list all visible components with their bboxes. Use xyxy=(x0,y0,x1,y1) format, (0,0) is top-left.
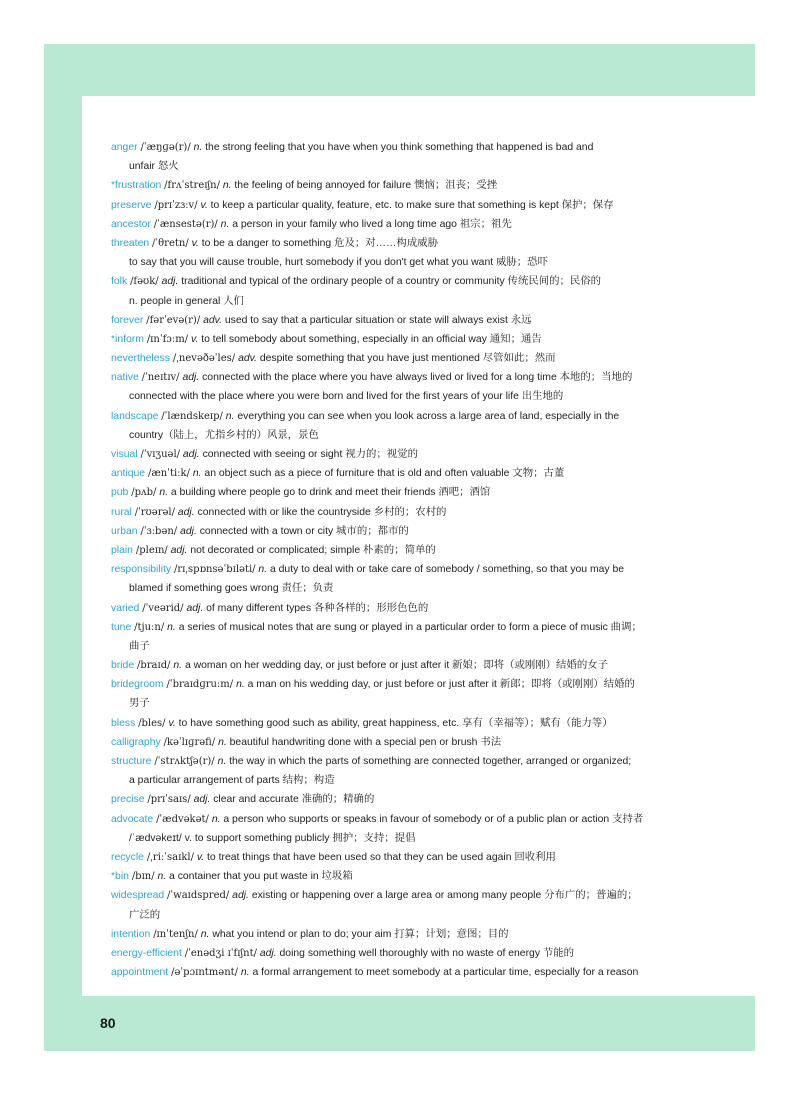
glossary-entry xyxy=(111,733,679,752)
pronunciation: /ˈrʊərəl/ xyxy=(134,506,175,518)
definition: the strong feeling that you have when you think something that happened is bad and xyxy=(205,142,594,153)
definition: existing or happening over a large area or among many people 分布广的；普遍的； xyxy=(251,890,638,902)
glossary-entry xyxy=(111,886,679,924)
glossary-entry xyxy=(111,464,679,483)
pronunciation: /ɪnˈfɔːm/ xyxy=(146,333,189,345)
part-of-speech: n. xyxy=(240,967,250,979)
headword: recycle xyxy=(111,851,144,863)
part-of-speech: v. xyxy=(196,851,205,863)
headword: rural xyxy=(111,506,132,518)
pronunciation: /braɪd/ xyxy=(137,660,171,672)
definition: a duty to deal with or take care of somebody / something, so that you may be xyxy=(269,564,625,576)
part-of-speech: n. xyxy=(159,487,168,499)
pronunciation: /ˈænsestə(r)/ xyxy=(153,218,218,230)
part-of-speech: v. xyxy=(168,717,176,729)
part-of-speech: n. xyxy=(173,660,183,672)
part-of-speech: v. xyxy=(191,237,199,249)
entry-line xyxy=(111,349,679,368)
entry-line xyxy=(111,599,679,618)
part-of-speech: n. xyxy=(258,564,268,576)
entry-line xyxy=(111,311,679,330)
glossary-entry xyxy=(111,656,679,675)
pronunciation: /ˈlændskeɪp/ xyxy=(161,410,223,422)
glossary-entry xyxy=(111,234,679,272)
pronunciation: /prɪˈzɜːv/ xyxy=(154,199,198,211)
definition: of many different types 各种各样的；形形色色的 xyxy=(206,602,429,614)
definition: connected with the place where you have always lived or lived for a long time 本地的；当地的 xyxy=(202,372,633,384)
glossary-entry xyxy=(111,714,679,733)
pronunciation: /pʌb/ xyxy=(131,487,157,499)
glossary-entry xyxy=(111,790,679,809)
entry-line xyxy=(111,272,679,291)
pronunciation: /ˈvɪʒuəl/ xyxy=(140,449,181,460)
part-of-speech: n. xyxy=(225,410,235,422)
definition: a woman on her wedding day, or just before or just after it 新娘；即将（或刚刚）结婚的女子 xyxy=(184,660,609,672)
definition: the way in which the parts of something are connected together, arranged or organized; xyxy=(229,756,632,767)
definition: to keep a particular quality, feature, etc. to make sure that something is kept 保护；保存 xyxy=(210,199,614,211)
glossary-entry xyxy=(111,330,679,349)
glossary-list xyxy=(111,138,679,982)
entry-line xyxy=(111,810,679,829)
entry-line xyxy=(111,867,679,886)
pronunciation: /ˌriːˈsaɪkl/ xyxy=(146,851,194,863)
part-of-speech: adj. xyxy=(259,947,277,959)
part-of-speech: n. xyxy=(218,736,227,748)
definition: connected with or like the countryside 乡村的；农村的 xyxy=(197,506,447,518)
part-of-speech: adj. xyxy=(186,602,204,614)
pronunciation: /kəˈlɪɡrəfi/ xyxy=(163,736,216,748)
definition: not decorated or complicated; simple 朴素的；简单的 xyxy=(190,544,436,556)
pronunciation: /ˈæŋɡə(r)/ xyxy=(140,142,191,153)
part-of-speech: adj. xyxy=(193,794,211,806)
part-of-speech: n. xyxy=(157,871,167,883)
pronunciation: /ænˈtiːk/ xyxy=(147,468,190,480)
pronunciation: /ˈenədʒi ɪˈfɪʃnt/ xyxy=(184,947,257,959)
entry-line xyxy=(111,886,679,905)
left-decor-band xyxy=(44,44,82,1051)
entry-line xyxy=(111,675,679,694)
headword: varied xyxy=(111,602,140,614)
part-of-speech: n. xyxy=(217,756,227,767)
definition: a series of musical notes that are sung or played in a particular order to form a piece of music 曲调； xyxy=(178,621,642,633)
headword: forever xyxy=(111,314,144,326)
definition: a building where people go to drink and meet their friends 酒吧；酒馆 xyxy=(170,487,491,499)
glossary-entry xyxy=(111,560,679,598)
pronunciation: /ˌnevəðəˈles/ xyxy=(172,353,236,365)
glossary-entry xyxy=(111,176,679,195)
pronunciation: /pleɪn/ xyxy=(135,544,168,556)
glossary-entry xyxy=(111,963,679,982)
part-of-speech: adj. xyxy=(161,276,179,288)
part-of-speech: adj. xyxy=(180,525,197,537)
headword: visual xyxy=(111,449,138,460)
top-decor-band xyxy=(44,44,755,96)
pronunciation: /tjuːn/ xyxy=(134,621,165,633)
pronunciation: /əˈpɔɪntmənt/ xyxy=(171,967,239,979)
pronunciation: /ˈbraɪdɡruːm/ xyxy=(166,679,234,691)
headword: folk xyxy=(111,276,128,288)
entry-line xyxy=(111,368,679,387)
entry-line xyxy=(111,407,679,426)
headword: ancestor xyxy=(111,218,151,230)
definition: doing something well thoroughly with no waste of energy 节能的 xyxy=(279,947,575,959)
headword: preserve xyxy=(111,199,152,211)
pronunciation: /bɪn/ xyxy=(131,871,155,883)
definition: clear and accurate 准确的；精确的 xyxy=(213,794,375,806)
part-of-speech: adj. xyxy=(232,890,249,902)
part-of-speech: n. xyxy=(193,142,203,153)
glossary-entry xyxy=(111,848,679,867)
pronunciation: /bles/ xyxy=(138,717,166,729)
pronunciation: /fəʊk/ xyxy=(130,276,159,288)
headword: landscape xyxy=(111,410,159,422)
definition: connected with seeing or sight 视力的；视觉的 xyxy=(202,449,418,460)
headword: calligraphy xyxy=(111,736,161,748)
definition-continuation: a particular arrangement of parts 结构；构造 xyxy=(129,775,335,787)
definition: a formal arrangement to meet somebody at a particular time, especially for a reason xyxy=(252,967,639,979)
glossary-entry xyxy=(111,196,679,215)
definition: despite something that you have just mentioned 尽管如此；然而 xyxy=(259,353,556,365)
part-of-speech: n. xyxy=(200,928,210,940)
entry-line xyxy=(111,848,679,867)
glossary-entry xyxy=(111,215,679,234)
definition-continuation: 广泛的 xyxy=(129,909,161,921)
definition-continuation: unfair 怒火 xyxy=(129,161,179,173)
pronunciation: /rɪˌspɒnsəˈbɪləti/ xyxy=(173,564,256,576)
definition-continuation: 男子 xyxy=(129,698,150,710)
definition-continuation: to say that you will cause trouble, hurt somebody if you don't get what you want 威胁；恐吓 xyxy=(129,257,548,269)
entry-line xyxy=(111,925,679,944)
glossary-entry xyxy=(111,867,679,886)
entry-line xyxy=(111,541,679,560)
headword: threaten xyxy=(111,237,150,249)
part-of-speech: adj. xyxy=(182,372,200,384)
headword: responsibility xyxy=(111,564,172,576)
part-of-speech: adv. xyxy=(203,314,222,326)
entry-line xyxy=(111,733,679,752)
entry-line xyxy=(111,176,679,195)
entry-line xyxy=(111,445,679,464)
definition: traditional and typical of the ordinary people of a country or community 传统民间的；民俗的 xyxy=(181,276,602,288)
pronunciation: /fərˈevə(r)/ xyxy=(146,314,201,326)
definition-continuation: blamed if something goes wrong 责任；负责 xyxy=(129,583,334,595)
pronunciation: /ˈɜːbən/ xyxy=(140,525,178,537)
headword: energy-efficient xyxy=(111,947,182,959)
glossary-entry xyxy=(111,368,679,406)
bottom-decor-band xyxy=(44,996,755,1051)
pronunciation: /ˈwaɪdspred/ xyxy=(167,890,230,902)
definition: connected with a town or city 城市的；都市的 xyxy=(199,525,409,537)
headword: *bin xyxy=(111,871,129,883)
headword: bride xyxy=(111,660,135,672)
headword: urban xyxy=(111,525,138,537)
glossary-entry xyxy=(111,618,679,656)
glossary-entry xyxy=(111,925,679,944)
definition: to be a danger to something 危及；对……构成威胁 xyxy=(201,237,438,249)
entry-line xyxy=(111,330,679,349)
pronunciation: /ˈveərid/ xyxy=(142,602,184,614)
entry-line xyxy=(111,464,679,483)
glossary-entry xyxy=(111,445,679,464)
pronunciation: /ˈædvəkət/ xyxy=(156,813,209,825)
glossary-entry xyxy=(111,311,679,330)
part-of-speech: n. xyxy=(167,621,176,633)
definition: the feeling of being annoyed for failure 懊恼；沮丧；受挫 xyxy=(234,180,498,192)
part-of-speech: n. xyxy=(211,813,221,825)
headword: antique xyxy=(111,468,146,480)
pronunciation: /ˈneɪtɪv/ xyxy=(141,372,180,384)
glossary-entry xyxy=(111,675,679,713)
part-of-speech: adj. xyxy=(170,544,188,556)
entry-line xyxy=(111,790,679,809)
definition-continuation: n. people in general 人们 xyxy=(129,295,244,307)
part-of-speech: n. xyxy=(192,468,202,480)
headword: intention xyxy=(111,928,151,940)
part-of-speech: adj. xyxy=(177,506,195,518)
part-of-speech: v. xyxy=(190,333,199,345)
entry-line xyxy=(111,618,679,637)
pronunciation: /prɪˈsaɪs/ xyxy=(147,794,191,806)
part-of-speech: adv. xyxy=(238,353,257,365)
glossary-entry xyxy=(111,752,679,790)
glossary-entry xyxy=(111,272,679,310)
headword: bridegroom xyxy=(111,679,164,691)
definition: to have something good such as ability, great happiness, etc. 享有（幸福等）；赋有（能力等） xyxy=(178,717,613,729)
headword: plain xyxy=(111,544,133,556)
entry-line xyxy=(111,522,679,541)
definition: used to say that a particular situation or state will always exist 永远 xyxy=(224,314,532,326)
glossary-entry xyxy=(111,541,679,560)
entry-line xyxy=(111,215,679,234)
headword: precise xyxy=(111,794,145,806)
definition: a container that you put waste in 垃圾箱 xyxy=(169,871,353,883)
definition: everything you can see when you look across a large area of land, especially in the xyxy=(237,410,620,422)
part-of-speech: n. xyxy=(222,180,232,192)
part-of-speech: v. xyxy=(200,199,208,211)
pronunciation: /ˈstrʌktʃə(r)/ xyxy=(154,756,215,767)
definition: beautiful handwriting done with a special pen or brush 书法 xyxy=(229,736,502,748)
entry-line xyxy=(111,944,679,963)
definition: a person in your family who lived a long time ago 祖宗；祖先 xyxy=(232,218,512,230)
definition: an object such as a piece of furniture that is old and often valuable 文物；古董 xyxy=(204,468,565,480)
headword: native xyxy=(111,372,139,384)
headword: appointment xyxy=(111,967,169,979)
headword: tune xyxy=(111,621,132,633)
glossary-entry xyxy=(111,407,679,445)
definition: a person who supports or speaks in favour of somebody or of a public plan or action 支持者 xyxy=(223,813,644,825)
glossary-entry xyxy=(111,599,679,618)
headword: advocate xyxy=(111,813,154,825)
definition-continuation: /ˈædvəkeɪt/ v. to support something publicly 拥护；支持；提倡 xyxy=(129,832,416,844)
entry-line xyxy=(111,196,679,215)
definition: to treat things that have been used so that they can be used again 回收利用 xyxy=(207,851,556,863)
headword: pub xyxy=(111,487,129,499)
glossary-entry xyxy=(111,503,679,522)
headword: bless xyxy=(111,717,136,729)
entry-line xyxy=(111,503,679,522)
definition: a man on his wedding day, or just before or just after it 新郎；即将（或刚刚）结婚的 xyxy=(247,679,635,691)
headword: *inform xyxy=(111,333,144,345)
entry-line xyxy=(111,234,679,253)
part-of-speech: n. xyxy=(220,218,230,230)
headword: structure xyxy=(111,756,152,767)
page-number: 80 xyxy=(100,1015,116,1031)
definition-continuation: connected with the place where you were born and lived for the first years of your life 出生地的 xyxy=(129,391,564,403)
entry-line xyxy=(111,138,679,157)
definition-continuation: 曲子 xyxy=(129,640,150,652)
glossary-entry xyxy=(111,522,679,541)
headword: nevertheless xyxy=(111,353,170,365)
entry-line xyxy=(111,483,679,502)
definition-continuation: country（陆上，尤指乡村的）风景，景色 xyxy=(129,429,319,441)
part-of-speech: n. xyxy=(236,679,245,691)
pronunciation: /ˈθretn/ xyxy=(152,237,189,249)
definition: what you intend or plan to do; your aim 打算；计划；意图；目的 xyxy=(212,928,509,940)
headword: anger xyxy=(111,142,138,153)
entry-line xyxy=(111,656,679,675)
glossary-entry xyxy=(111,483,679,502)
pronunciation: /frʌˈstreɪʃn/ xyxy=(164,180,220,192)
pronunciation: /ɪnˈtenʃn/ xyxy=(153,928,198,940)
definition: to tell somebody about something, especially in an official way 通知；通告 xyxy=(201,333,542,345)
part-of-speech: adj. xyxy=(182,449,200,460)
headword: widespread xyxy=(111,890,165,902)
headword: *frustration xyxy=(111,180,162,192)
glossary-entry xyxy=(111,138,679,176)
entry-line xyxy=(111,963,679,982)
glossary-entry xyxy=(111,349,679,368)
glossary-entry xyxy=(111,810,679,848)
entry-line xyxy=(111,714,679,733)
glossary-entry xyxy=(111,944,679,963)
entry-line xyxy=(111,560,679,579)
entry-line xyxy=(111,752,679,771)
